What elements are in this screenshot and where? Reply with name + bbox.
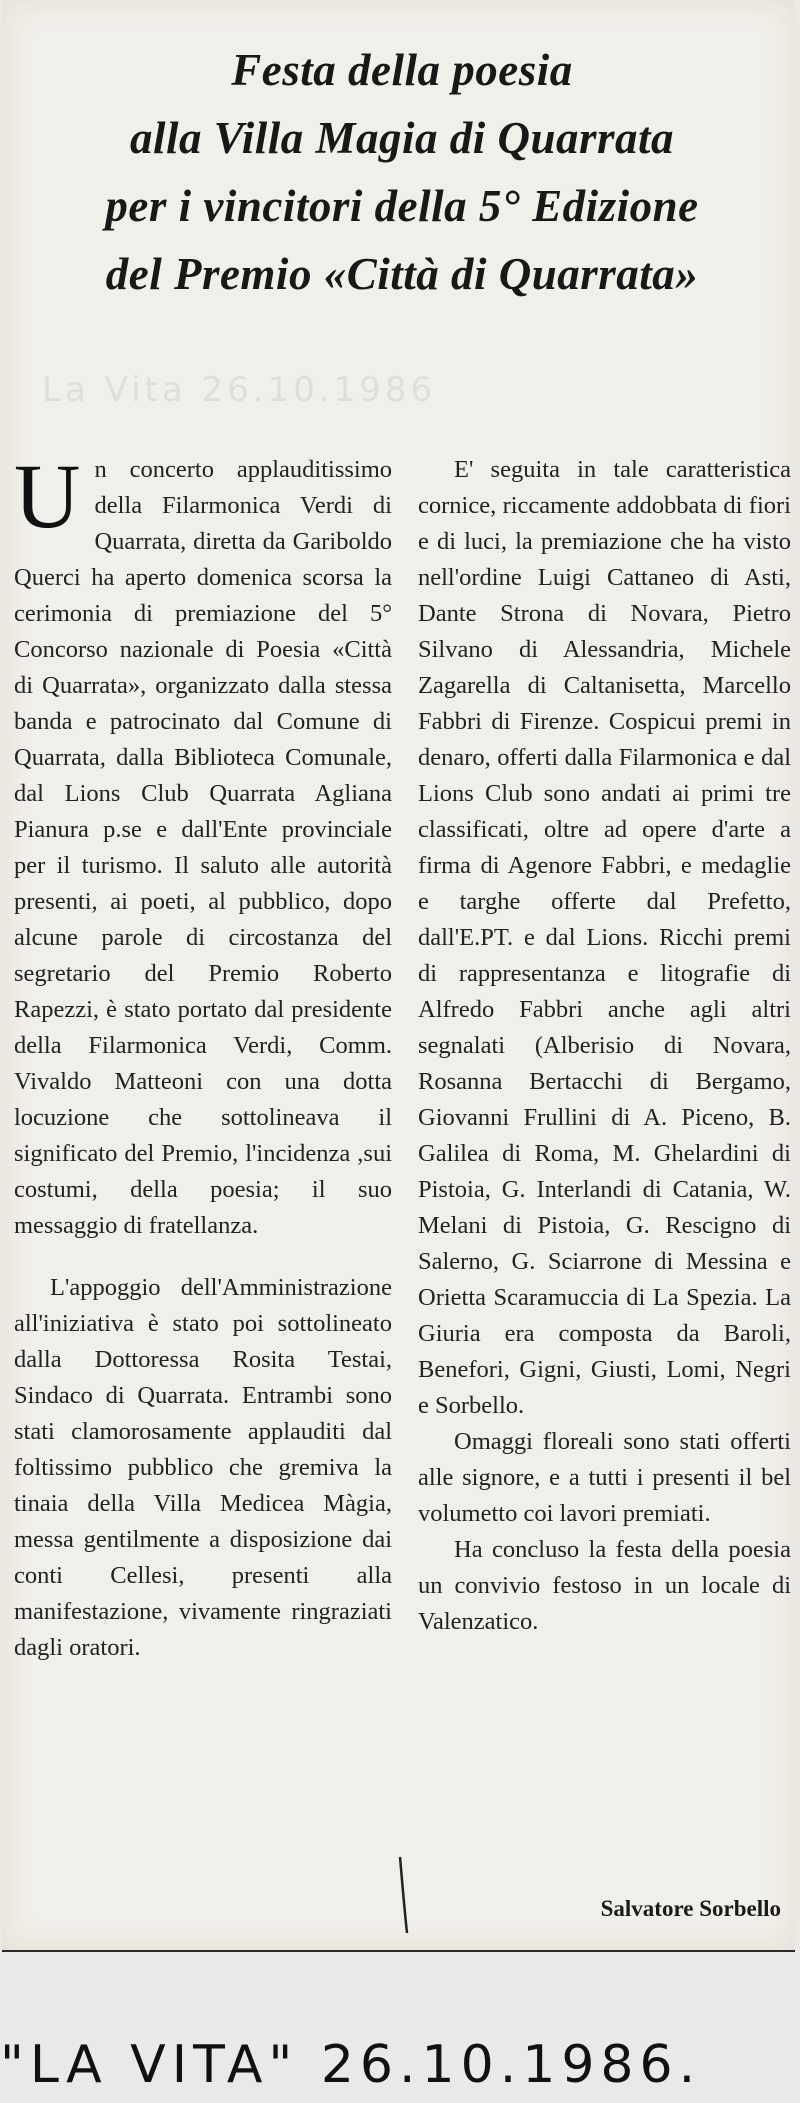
headline-line-4: del Premio «Città di Quarrata» xyxy=(105,249,699,299)
article-column-left xyxy=(14,445,392,1666)
newspaper-clipping xyxy=(2,0,795,1952)
drop-cap: U xyxy=(14,445,81,547)
article-column-right xyxy=(418,452,791,1640)
paragraph xyxy=(14,445,392,1244)
paragraph: Omaggi floreali sono stati offerti alle signore, e a tutti i presenti il bel volumetto coi lavori premiati. xyxy=(418,1428,791,1527)
paragraph-text: n concerto applauditissimo della Filarmonica Verdi di Quarrata, diretta da Gariboldo Querci ha aperto domenica scorsa la cerimonia di premiazione del 5° Concorso nazionale di Poesia «Città di Quarrata», organizzato dalla stessa banda e patrocinato dal Comune di Quarrata, dalla Biblioteca Comunale, dal Lions Club Quarrata Agliana Pianura p.se e dall'Ente provinciale per il turismo. Il saluto alle autorità presenti, ai poeti, al pubblico, dopo alcune parole di circostanza del segretario del Premio Roberto Rapezzi, è stato portato dal presidente della Filarmonica Verdi, Comm. Vivaldo Matteoni con una dotta locuzione che sottolineava il significato del Premio, l'incidenza ,sui costumi, della poesia; il suo messaggio di fratellanza. xyxy=(14,456,392,1239)
paragraph: L'appoggio dell'Amministrazione all'iniziativa è stato poi sottolineato dalla Dottoressa Rosita Testai, Sindaco di Quarrata. Entrambi sono stati clamorosamente applauditi dal foltissimo pubblico che gremiva la tinaia della Villa Medicea Màgia, messa gentilmente a disposizione dai conti Cellesi, presenti alla manifestazione, vivamente ringraziati dagli oratori. xyxy=(14,1274,392,1661)
pen-mark xyxy=(394,1855,414,1935)
headline-line-2: alla Villa Magia di Quarrata xyxy=(129,113,675,163)
article-byline: Salvatore Sorbello xyxy=(600,1896,781,1921)
handwritten-source-date: "LA VITA" 26.10.1986. xyxy=(0,2035,702,2095)
article-headline xyxy=(22,36,782,308)
faint-pencil-note: La Vita 26.10.1986 xyxy=(42,370,437,410)
paragraph: Ha concluso la festa della poesia un convivio festoso in un locale di Valenzatico. xyxy=(418,1536,791,1635)
paragraph: E' seguita in tale caratteristica cornice, riccamente addobbata di fiori e di luci, la premiazione che ha visto nell'ordine Luigi Cattaneo di Asti, Dante Strona di Novara, Pietro Silvano di Alessandria, Michele Zagarella di Caltanisetta, Marcello Fabbri di Firenze. Cospicui premi in denaro, offerti dalla Filarmonica e dal Lions Club sono andati ai primi tre classificati, oltre ad opere d'arte a firma di Agenore Fabbri, e medaglie e targhe offerte dal Prefetto, dall'E.PT. e dal Lions. Ricchi premi di rappresentanza e litografie di Alfredo Fabbri anche agli altri segnalati (Alberisio di Novara, Rosanna Bertacchi di Bergamo, Giovanni Frullini di A. Piceno, B. Galilea di Roma, M. Ghelardini di Pistoia, G. Interlandi di Catania, W. Melani di Pistoia, G. Rescigno di Salerno, G. Sciarrone di Messina e Orietta Scaramuccia di La Spezia. La Giuria era composta da Baroli, Benefori, Gigni, Giusti, Lomi, Negri e Sorbello. xyxy=(418,456,791,1419)
headline-line-1: Festa della poesia xyxy=(231,45,573,95)
headline-line-3: per i vincitori della 5° Edizione xyxy=(105,181,699,231)
